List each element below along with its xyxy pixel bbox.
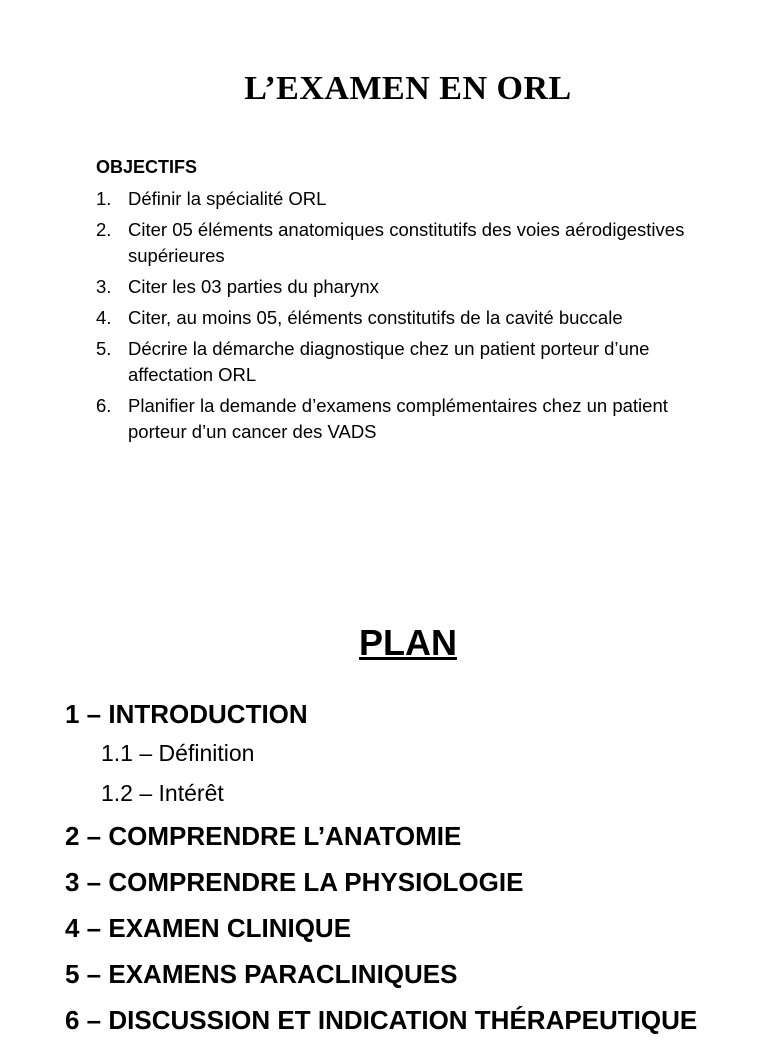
objective-text: Citer les 03 parties du pharynx [128,276,379,297]
objective-number: 3. [96,276,112,297]
plan-heading: PLAN [359,622,457,663]
objective-text: Définir la spécialité ORL [128,188,327,209]
plan-item: 2 – COMPRENDRE L’ANATOMIE [65,821,462,851]
plan-sub-item: 1.2 – Intérêt [101,780,224,806]
page-title: L’EXAMEN EN ORL [244,70,572,107]
objective-text: Citer, au moins 05, éléments constitutifs de la cavité buccale [128,307,623,328]
plan-item: 6 – DISCUSSION ET INDICATION THÉRAPEUTIQUE [65,1005,698,1035]
objective-text: Décrire la démarche diagnostique chez un patient porteur d’une affectation ORL [128,338,650,385]
objective-text: Planifier la demande d’examens complémentaires chez un patient porteur d’un cancer des VADS [128,395,668,442]
objective-item [96,217,716,269]
objective-number: 1. [96,188,112,209]
plan-list [65,695,768,1047]
objective-number: 6. [96,395,112,416]
plan-item: 5 – EXAMENS PARACLINIQUES [65,959,458,989]
plan-item: 4 – EXAMEN CLINIQUE [65,913,352,943]
objective-text: Citer 05 éléments anatomiques constitutifs des voies aérodigestives supérieures [128,219,685,266]
objectives-heading: OBJECTIFS [96,157,198,177]
objective-number: 2. [96,219,112,240]
plan-subsection-group [65,733,768,813]
objective-item [96,305,716,331]
plan-item: 3 – COMPRENDRE LA PHYSIOLOGIE [65,867,524,897]
plan-sub-list [65,733,768,813]
objective-item [96,186,716,212]
objective-item [96,336,716,388]
plan-sub-item: 1.1 – Définition [101,740,255,766]
objectives-list [96,186,716,450]
plan-item: 1 – INTRODUCTION [65,699,308,729]
objective-number: 5. [96,338,112,359]
objective-item [96,393,716,445]
objective-number: 4. [96,307,112,328]
objective-item [96,274,716,300]
